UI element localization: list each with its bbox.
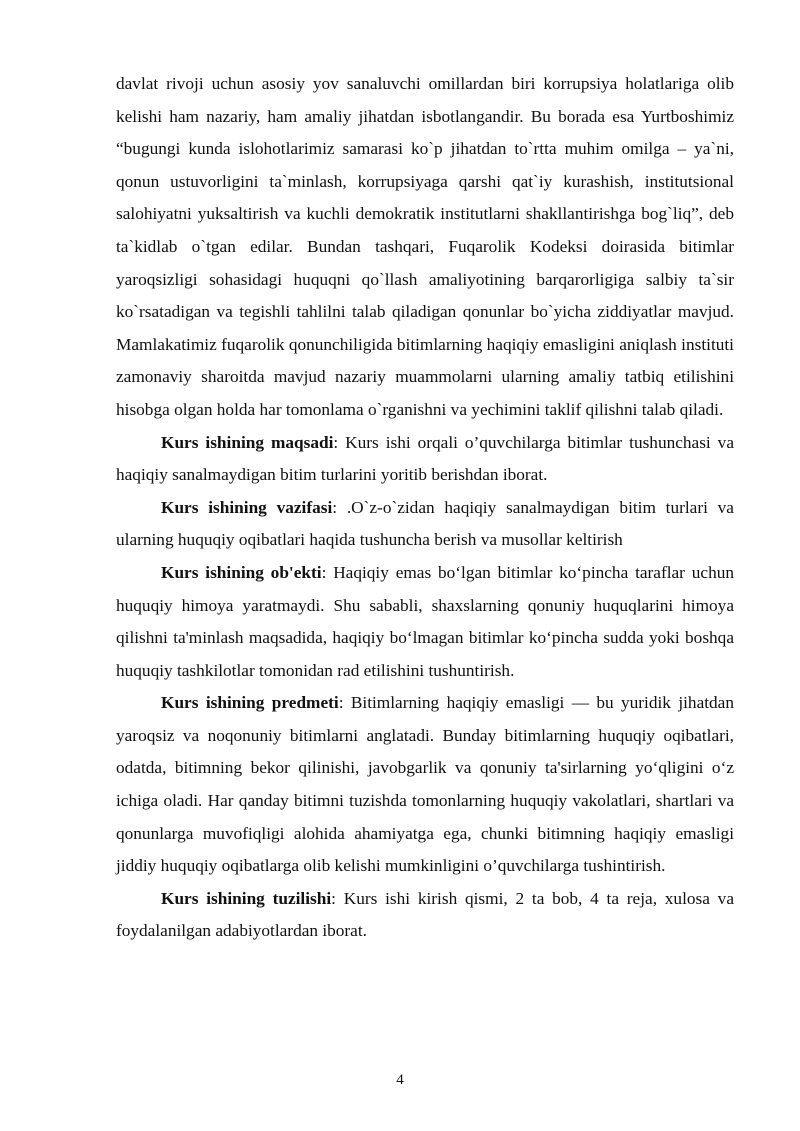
- document-body: [116, 68, 734, 948]
- intro-paragraph: davlat rivoji uchun asosiy yov sanaluvchi omillardan biri korrupsiya holatlariga olib kelishi ham nazariy, ham amaliy jihatdan isbotlangandir. Bu borada esa Yurtboshimiz “bugungi kunda islohotlarimiz samarasi ko`p jihatdan to`rtta muhim omilga – ya`ni, qonun ustuvorligini ta`minlash, korrupsiyaga qarshi qat`iy kurashish, institutsional salohiyatni yuksaltirish va kuchli demokratik institutlarni shakllantirishga bog`liq”, deb ta`kidlab o`tgan edilar. Bundan tashqari, Fuqarolik Kodeksi doirasida bitimlar yaroqsizligi sohasidagi huquqni qo`llash amaliyotining barqarorligiga salbiy ta`sir ko`rsatadigan va tegishli tahlilni talab qiladigan qonunlar bo`yicha ziddiyatlar mavjud. Mamlakatimiz fuqarolik qonunchiligida bitimlarning haqiqiy emasligini aniqlash instituti zamonaviy sharoitda mavjud nazariy muammolarni ularning amaliy tatbiq etilishini hisobga olgan holda har tomonlama o`rganishni va yechimini taklif qilishni talab qiladi.: [116, 74, 734, 419]
- page-number: 4: [396, 1072, 404, 1088]
- text-obekti: : Haqiqiy emas bo‘lgan bitimlar ko‘pincha taraflar uchun huquqiy himoya yaratmaydi. Shu sababli, shaxslarning qonuniy huquqlarini himoya qilishni ta'minlash maqsadida, haqiqiy bo‘lmagan bitimlar ko‘pincha sudda yoki boshqa huquqiy tashkilotlar tomonidan rad etilishini tushuntirish.: [116, 562, 734, 680]
- paragraph-vazifasi: [116, 492, 734, 557]
- paragraph-maqsadi: [116, 427, 734, 492]
- text-predmeti: : Bitimlarning haqiqiy emasligi — bu yuridik jihatdan yaroqsiz va noqonuniy bitimlarni anglatadi. Bunday bitimlarning huquqiy oqibatlari, odatda, bitimning bekor qilinishi, javobgarlik va qonuniy ta'sirlarning yo‘qligini o‘z ichiga oladi. Har qanday bitimni tuzishda tomonlarning huquqiy vakolatlari, shartlari va qonunlarga muvofiqligi alohida ahamiyatga ega, chunki bitimning haqiqiy emasligi jiddiy huquqiy oqibatlarga olib kelishi mumkinligini o’quvchilarga tushintirish.: [116, 693, 734, 876]
- paragraph-tuzilishi: [116, 883, 734, 948]
- text-tuzilishi: : Kurs ishi kirish qismi, 2 ta bob, 4 ta reja, xulosa va foydalanilgan adabiyotlardan iborat.: [116, 888, 734, 941]
- term-tuzilishi: Kurs ishining tuzilishi: [161, 888, 332, 908]
- term-maqsadi: Kurs ishining maqsadi: [161, 432, 334, 452]
- paragraph-predmeti: [116, 687, 734, 883]
- term-obekti: Kurs ishining ob'ekti: [161, 562, 322, 582]
- text-vazifasi: : .O`z-o`zidan haqiqiy sanalmaydigan bitim turlari va ularning huquqiy oqibatlari haqida tushuncha berish va musollar keltirish: [116, 497, 734, 550]
- paragraph-obekti: [116, 557, 734, 687]
- term-vazifasi: Kurs ishining vazifasi: [161, 497, 333, 517]
- text-maqsadi: : Kurs ishi orqali o’quvchilarga bitimlar tushunchasi va haqiqiy sanalmaydigan bitim turlarini yoritib berishdan iborat.: [116, 432, 734, 485]
- term-predmeti: Kurs ishining predmeti: [161, 693, 339, 713]
